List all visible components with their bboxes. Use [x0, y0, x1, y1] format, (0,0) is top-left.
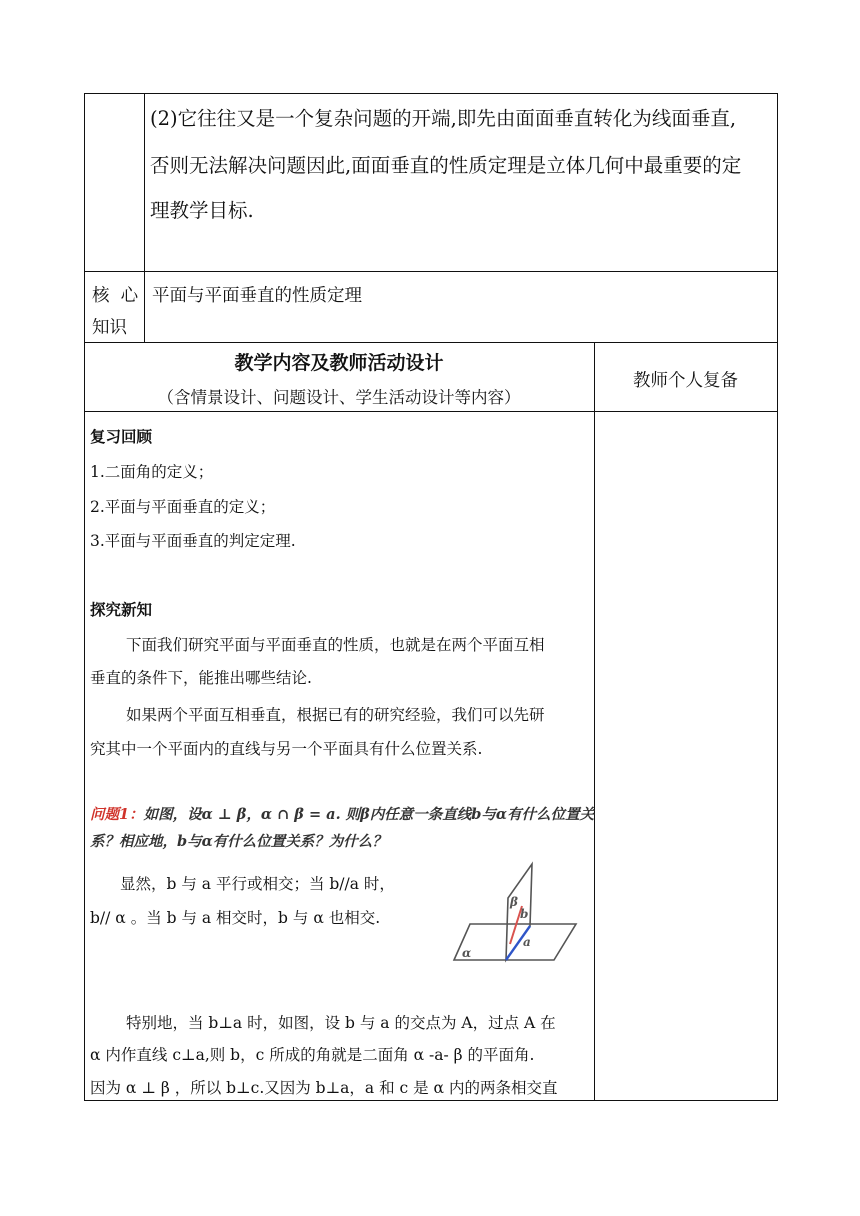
core-label-line-1: 核 心 — [92, 286, 139, 306]
design-title: 教学内容及教师活动设计 — [234, 352, 444, 374]
problem-line-1-text: 如图，设α ⊥ β，α ∩ β = a. 则β内任意一条直线b与α有什么位置关 — [143, 806, 595, 823]
table-right-border — [777, 93, 778, 1101]
review-item-2: 2.平面与平面垂直的定义； — [90, 498, 276, 516]
review-item-1: 1.二面角的定义； — [90, 463, 214, 481]
review-heading: 复习回顾 — [90, 427, 153, 446]
notes-column-divider — [594, 342, 595, 1101]
problem-label: 问题1： — [90, 806, 144, 823]
intro-line-3: 理教学目标. — [150, 199, 254, 222]
explore-para1-line1: 下面我们研究平面与平面垂直的性质，也就是在两个平面互相 — [126, 636, 545, 654]
special-line-2: α 内作直线 c⊥a,则 b，c 所成的角就是二面角 α -a- β 的平面角. — [90, 1046, 535, 1064]
table-bottom-border — [84, 1100, 778, 1101]
core-label-line-2: 知识 — [92, 318, 127, 338]
answer-line-2: b// α 。当 b 与 a 相交时，b 与 α 也相交. — [90, 909, 381, 927]
special-line-1: 特别地，当 b⊥a 时，如图，设 b 与 a 的交点为 A，过点 A 在 — [126, 1014, 556, 1032]
problem-line-2: 系？相应地，b与α有什么位置关系？为什么？ — [90, 833, 387, 850]
perpendicular-planes-figure — [450, 860, 585, 965]
label-column-divider — [144, 93, 145, 342]
row-divider-core — [84, 271, 778, 272]
intro-line-1: (2)它往往又是一个复杂问题的开端,即先由面面垂直转化为线面垂直, — [150, 107, 737, 130]
explore-para2-line1: 如果两个平面互相垂直，根据已有的研究经验，我们可以先研 — [126, 706, 545, 724]
design-subtitle: （含情景设计、问题设计、学生活动设计等内容） — [157, 388, 521, 407]
explore-para2-line2: 究其中一个平面内的直线与另一个平面具有什么位置关系. — [90, 740, 483, 758]
table-left-border — [84, 93, 85, 1101]
row-divider-content — [84, 411, 778, 412]
label-beta: β — [510, 895, 518, 909]
explore-para1-line2: 垂直的条件下，能推出哪些结论. — [90, 669, 312, 687]
intro-line-2: 否则无法解决问题因此,面面垂直的性质定理是立体几何中最重要的定 — [150, 154, 742, 177]
notes-header: 教师个人复备 — [633, 371, 738, 391]
explore-heading: 探究新知 — [90, 600, 153, 619]
special-line-3: 因为 α ⊥ β ，所以 b⊥c.又因为 b⊥a，a 和 c 是 α 内的两条相交直 — [90, 1079, 558, 1097]
row-divider-header — [84, 342, 778, 343]
label-alpha: α — [462, 946, 472, 960]
problem-line-1 — [90, 803, 594, 824]
label-a: a — [523, 935, 531, 949]
answer-line-1: 显然，b 与 a 平行或相交；当 b//a 时， — [120, 875, 395, 893]
label-b: b — [520, 907, 529, 921]
core-content: 平面与平面垂直的性质定理 — [152, 286, 362, 306]
table-top-border — [84, 93, 778, 94]
review-item-3: 3.平面与平面垂直的判定定理. — [90, 532, 296, 550]
